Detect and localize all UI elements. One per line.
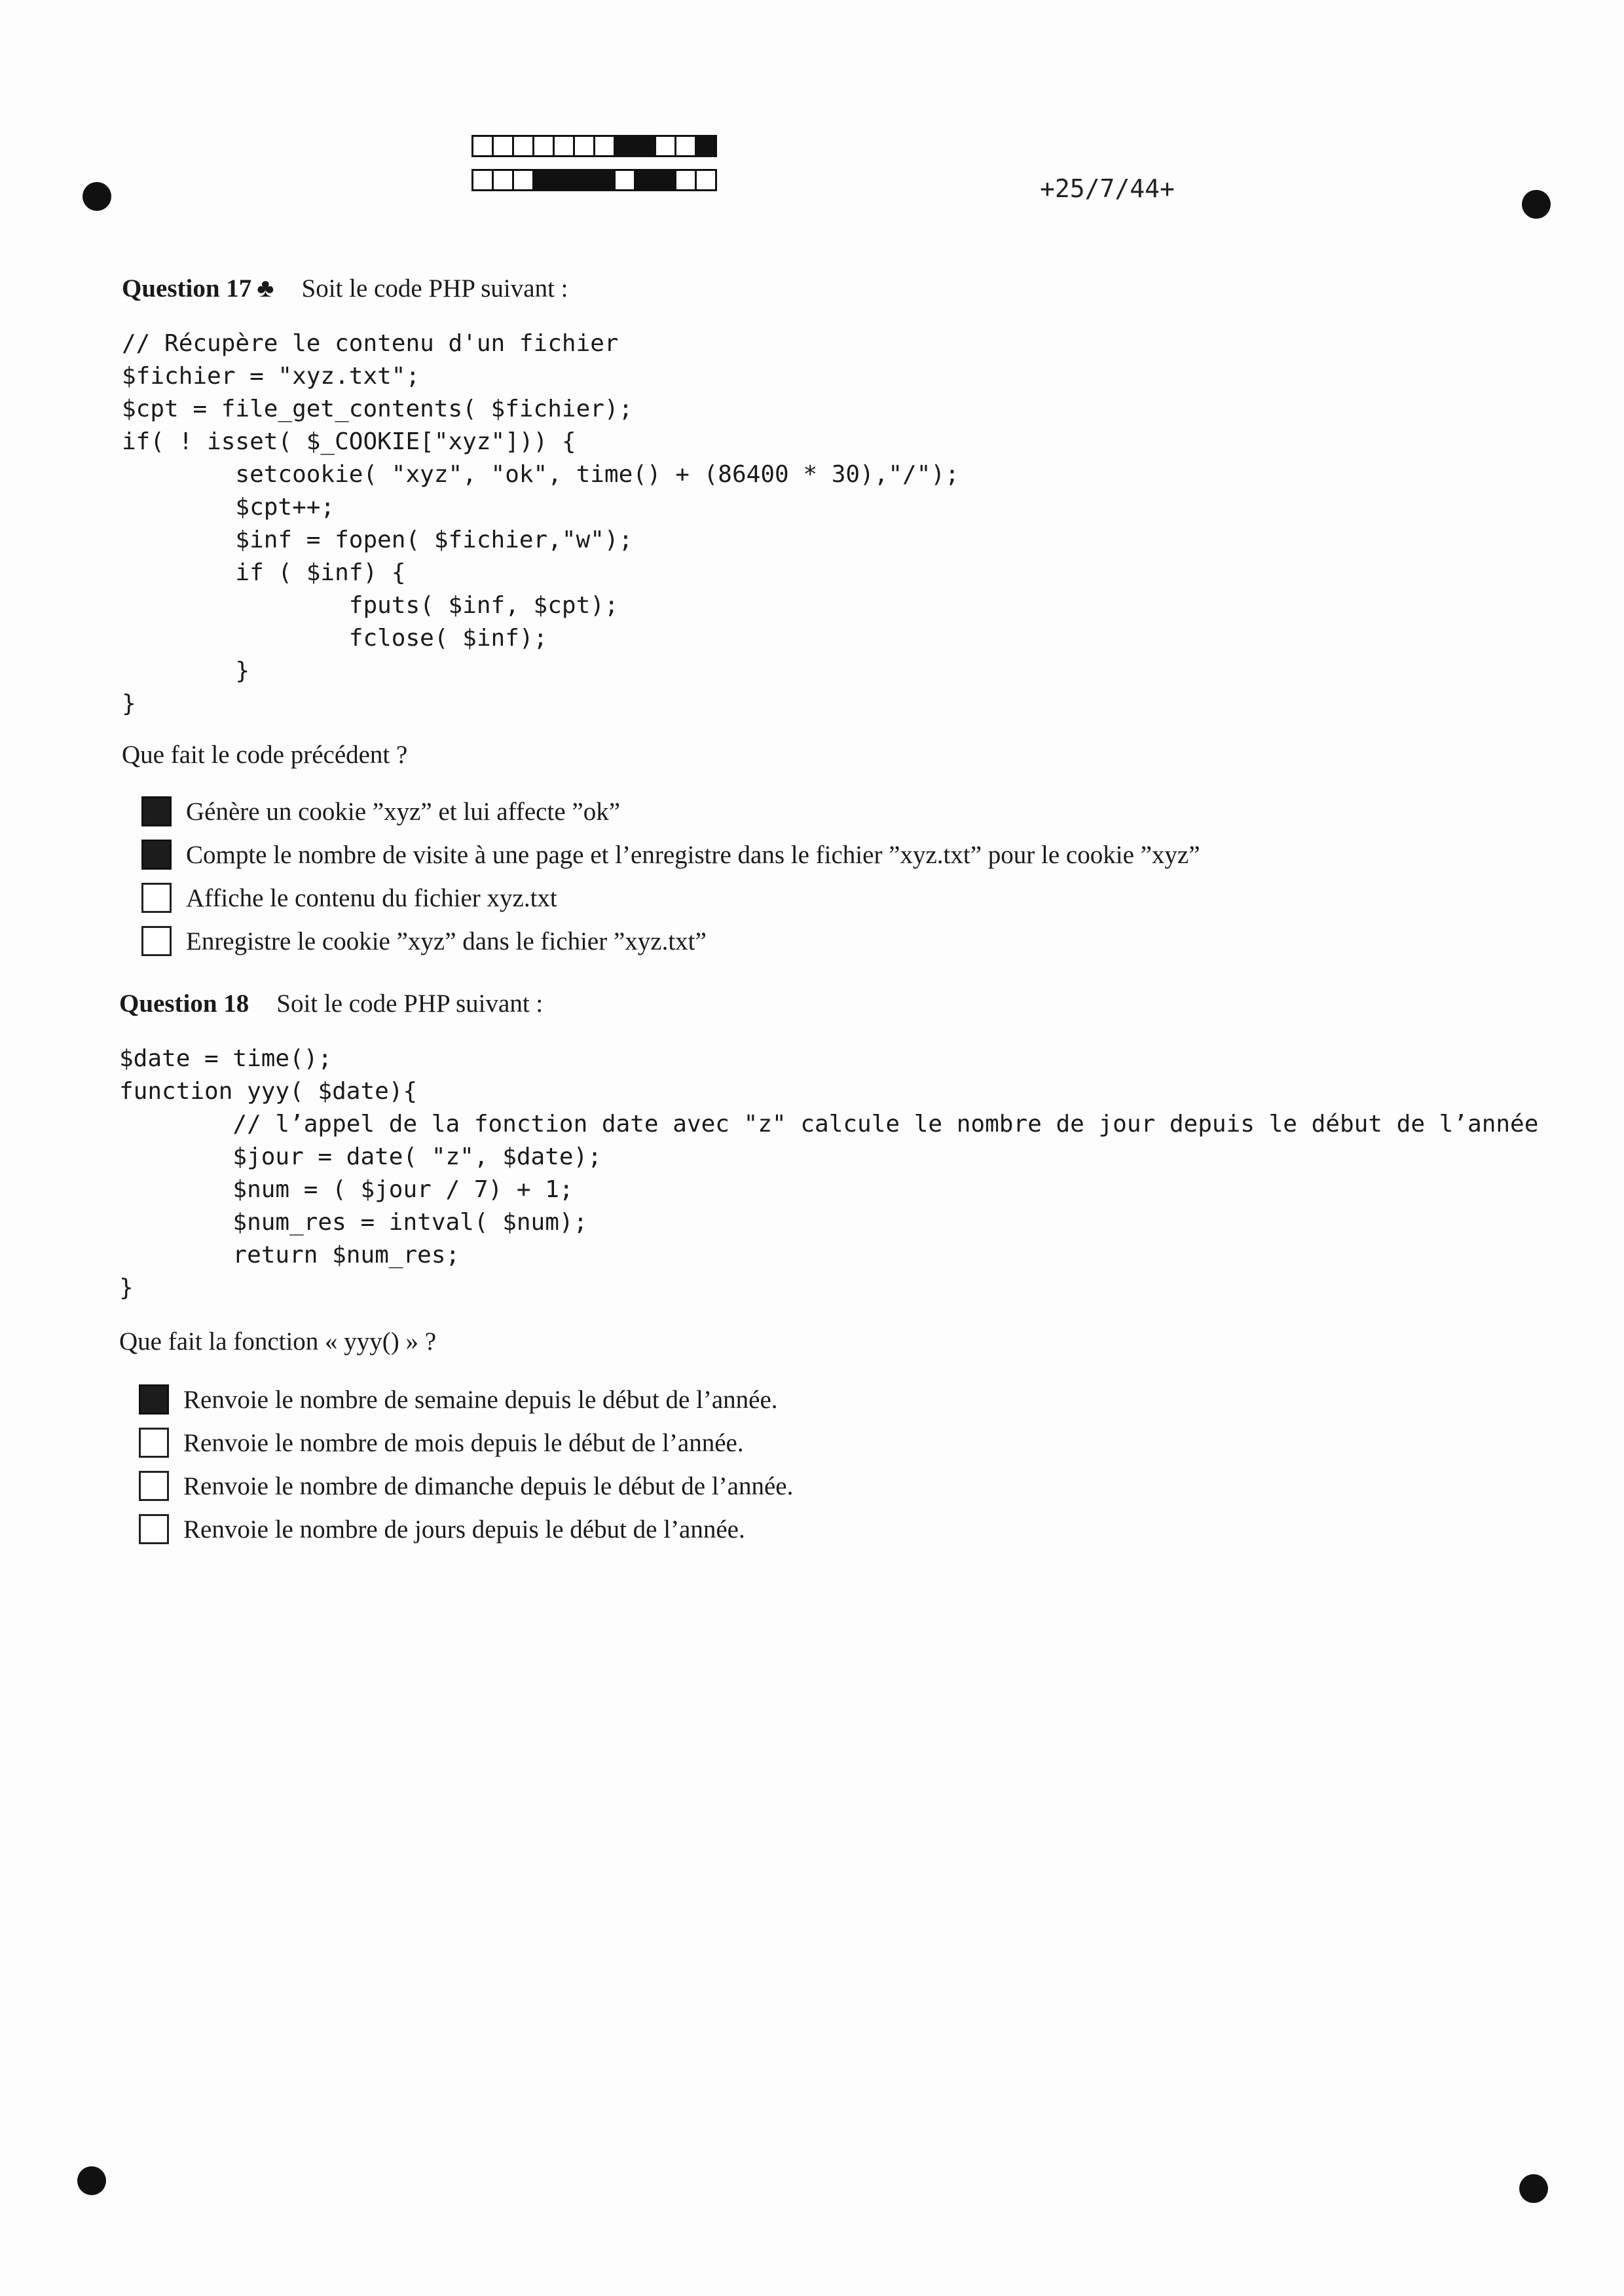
code-line: }	[119, 1274, 134, 1301]
question-18-code	[119, 1043, 1538, 1305]
barcode-cell	[593, 169, 616, 191]
answer-text: Renvoie le nombre de semaine depuis le début de l’année.	[183, 1385, 778, 1414]
question-17-code	[122, 327, 959, 720]
code-line: $num_res = intval( $num);	[119, 1209, 588, 1236]
barcode-cell	[573, 135, 595, 157]
code-line: $cpt = file_get_contents( $fichier);	[122, 396, 633, 422]
barcode-cell	[532, 135, 555, 157]
registration-mark-bottom-left	[77, 2166, 106, 2195]
registration-mark-bottom-right	[1519, 2174, 1548, 2203]
barcode-cell	[532, 169, 555, 191]
answer-option[interactable]	[141, 919, 1200, 963]
answer-checkbox[interactable]	[139, 1514, 169, 1544]
barcode-cell	[634, 169, 656, 191]
code-line: // l’appel de la fonction date avec "z" calcule le nombre de jour depuis le début de l’année	[119, 1111, 1539, 1138]
barcode-cell	[614, 135, 636, 157]
answer-option[interactable]	[139, 1421, 793, 1464]
code-line: $fichier = "xyz.txt";	[122, 363, 420, 390]
answer-text: Enregistre le cookie ”xyz” dans le fichier ”xyz.txt”	[186, 927, 707, 955]
answer-checkbox[interactable]	[139, 1384, 169, 1415]
question-17-prompt: Que fait le code précédent ?	[122, 741, 408, 769]
question-intro: Soit le code PHP suivant :	[276, 990, 544, 1018]
code-line: // Récupère le contenu d'un fichier	[122, 330, 619, 357]
barcode-cell	[471, 135, 494, 157]
answer-text: Renvoie le nombre de jours depuis le début de l’année.	[183, 1515, 745, 1544]
barcode-cell	[695, 169, 717, 191]
page-id: +25/7/44+	[1040, 174, 1175, 203]
answer-option[interactable]	[139, 1464, 793, 1508]
barcode-cell	[654, 169, 676, 191]
question-label: Question 18	[119, 990, 249, 1018]
barcode-cell	[674, 135, 697, 157]
code-line: function yyy( $date){	[119, 1078, 418, 1105]
club-icon: ♣	[257, 273, 274, 303]
question-17-answers	[141, 790, 1200, 963]
code-line: $inf = fopen( $fichier,"w");	[122, 527, 633, 553]
answer-option[interactable]	[139, 1508, 793, 1551]
answer-option[interactable]	[141, 876, 1200, 919]
code-line: fputs( $inf, $cpt);	[122, 592, 619, 619]
answer-checkbox[interactable]	[141, 840, 172, 870]
barcode-cell	[492, 135, 514, 157]
code-line: }	[122, 657, 250, 684]
question-18-answers	[139, 1378, 793, 1551]
registration-mark-top-right	[1522, 190, 1551, 219]
barcode-cell	[492, 169, 514, 191]
answer-text: Génère un cookie ”xyz” et lui affecte ”ok”	[186, 797, 620, 826]
code-line: $jour = date( "z", $date);	[119, 1143, 602, 1170]
barcode-cell	[674, 169, 697, 191]
answer-option[interactable]	[141, 833, 1200, 876]
code-line: $date = time();	[119, 1045, 333, 1072]
question-18-heading	[119, 989, 543, 1018]
question-18-prompt: Que fait la fonction « yyy() » ?	[119, 1327, 437, 1356]
barcode-cell	[573, 169, 595, 191]
barcode-cell	[654, 135, 676, 157]
answer-text: Compte le nombre de visite à une page et l’enregistre dans le fichier ”xyz.txt” pour le cookie ”xyz”	[186, 840, 1200, 869]
barcode-cell	[553, 135, 575, 157]
barcode-cell	[695, 135, 717, 157]
barcode-row-1	[471, 135, 715, 157]
code-line: if( ! isset( $_COOKIE["xyz"])) {	[122, 428, 576, 455]
answer-text: Affiche le contenu du fichier xyz.txt	[186, 883, 557, 912]
barcode-cell	[593, 135, 616, 157]
barcode-cell	[512, 135, 534, 157]
barcode-cell	[634, 135, 656, 157]
question-intro: Soit le code PHP suivant :	[301, 274, 568, 303]
code-line: $num = ( $jour / 7) + 1;	[119, 1176, 574, 1203]
answer-option[interactable]	[141, 790, 1200, 833]
answer-option[interactable]	[139, 1378, 793, 1421]
barcode-cell	[512, 169, 534, 191]
registration-mark-top-left	[83, 182, 111, 211]
barcode-cell	[614, 169, 636, 191]
code-line: setcookie( "xyz", "ok", time() + (86400 * 30),"/");	[122, 461, 959, 488]
barcode-cell	[553, 169, 575, 191]
code-line: return $num_res;	[119, 1242, 460, 1268]
answer-text: Renvoie le nombre de mois depuis le début de l’année.	[183, 1428, 744, 1457]
answer-checkbox[interactable]	[141, 883, 172, 913]
answer-checkbox[interactable]	[139, 1471, 169, 1501]
code-line: }	[122, 690, 136, 717]
question-label: Question 17	[122, 274, 252, 303]
answer-checkbox[interactable]	[141, 926, 172, 956]
answer-text: Renvoie le nombre de dimanche depuis le début de l’année.	[183, 1472, 794, 1500]
barcode-cell	[471, 169, 494, 191]
answer-checkbox[interactable]	[139, 1428, 169, 1458]
code-line: if ( $inf) {	[122, 559, 406, 586]
answer-checkbox[interactable]	[141, 796, 172, 826]
barcode-row-2	[471, 169, 715, 191]
code-line: $cpt++;	[122, 494, 335, 521]
question-17-heading	[122, 272, 568, 303]
code-line: fclose( $inf);	[122, 625, 548, 652]
